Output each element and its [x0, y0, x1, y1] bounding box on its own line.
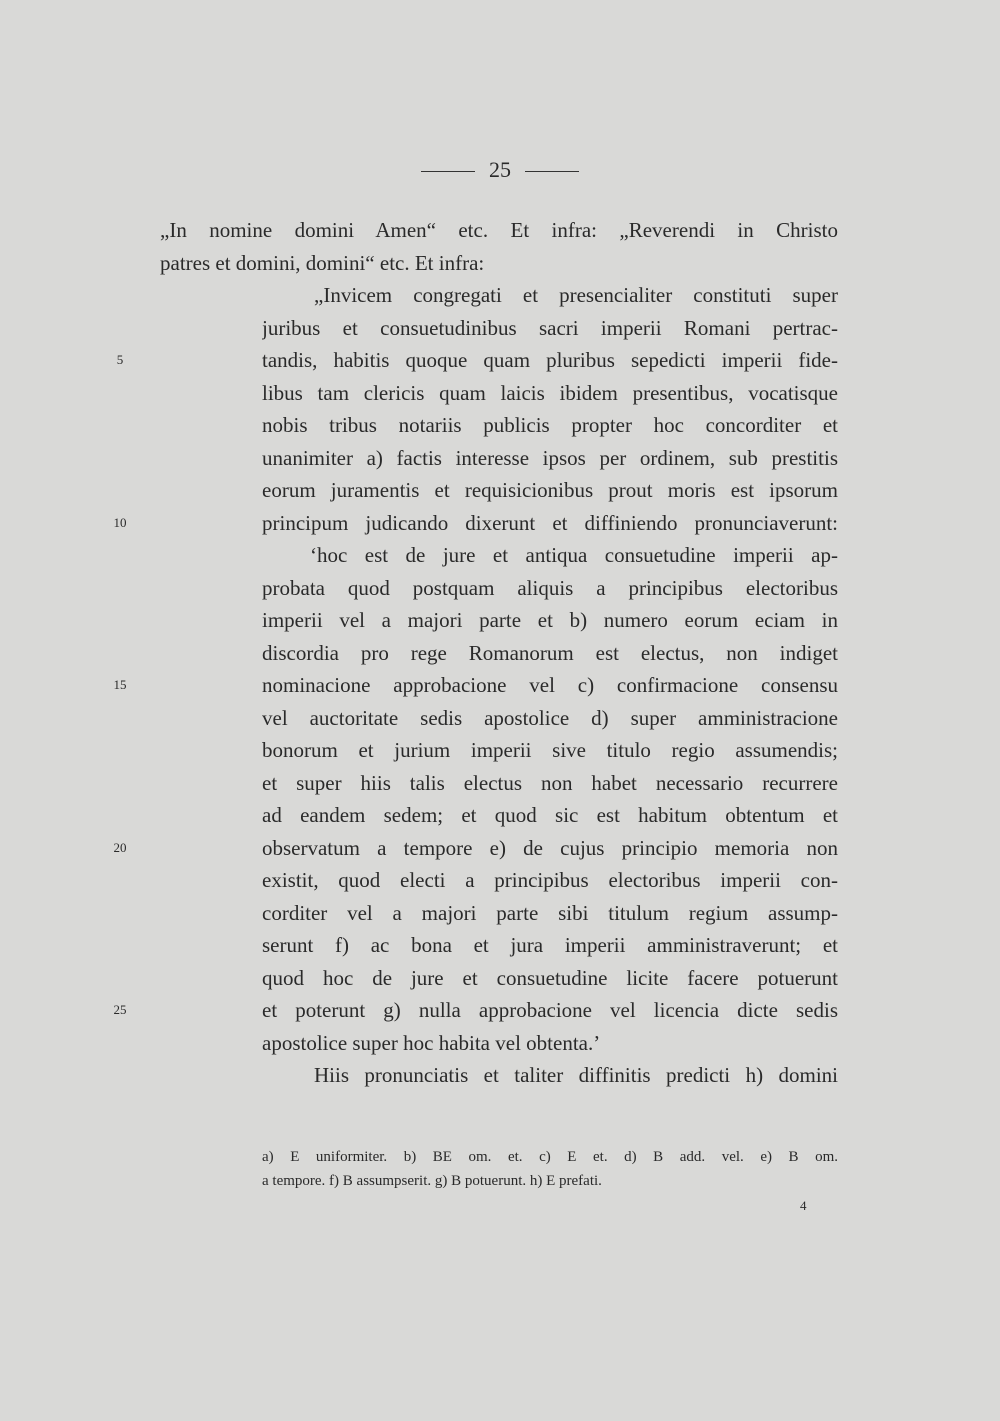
- header-rule-left: [421, 171, 475, 172]
- text-line: „In nomine domini Amen“ etc. Et infra: „Reverendi in Christo: [160, 218, 838, 242]
- text-line: observatum a tempore e) de cujus principio memoria non: [262, 835, 838, 860]
- text-line: juribus et consuetudinibus sacri imperii Romani pertrac-: [262, 315, 838, 340]
- text-line: unanimiter a) factis interesse ipsos per ordinem, sub prestitis: [262, 445, 838, 470]
- text-line: „Invicem congregati et presencialiter constituti super: [314, 283, 838, 307]
- text-line: discordia pro rege Romanorum est electus, non indiget: [262, 640, 838, 665]
- text-line: patres et domini, domini“ etc. Et infra:: [160, 250, 485, 275]
- text-line: probata quod postquam aliquis a principibus electoribus: [262, 575, 838, 600]
- text-line: et poterunt g) nulla approbacione vel licencia dicte sedis: [262, 998, 838, 1022]
- text-line: apostolice super hoc habita vel obtenta.’: [262, 1030, 601, 1055]
- text-line: nobis tribus notariis publicis propter hoc concorditer et: [262, 413, 838, 437]
- text-line: libus tam clericis quam laicis ibidem presentibus, vocatisque: [262, 380, 838, 405]
- footnote-line: a) E uniformiter. b) BE om. et. c) E et. d) B add. vel. e) B om.: [262, 1149, 838, 1165]
- text-line: bonorum et jurium imperii sive titulo regio assumendis;: [262, 738, 838, 762]
- text-line: serunt f) ac bona et jura imperii amministraverunt; et: [262, 933, 838, 957]
- line-number: 20: [113, 839, 127, 855]
- line-number: 5: [116, 352, 124, 367]
- text-line: nominacione approbacione vel c) confirmacione consensu: [262, 673, 838, 697]
- text-line: corditer vel a majori parte sibi titulum regium assump-: [262, 900, 838, 925]
- text-line: quod hoc de jure et consuetudine licite facere potuerunt: [262, 965, 838, 990]
- text-line: imperii vel a majori parte et b) numero eorum eciam in: [262, 608, 838, 632]
- text-line: tandis, habitis quoque quam pluribus sepedicti imperii fide-: [262, 348, 838, 372]
- footnote-line: a tempore. f) B assumpserit. g) B potuerunt. h) E prefati.: [262, 1173, 602, 1189]
- page-header: [0, 154, 1000, 186]
- line-number: 10: [113, 514, 127, 530]
- header-rule-right: [525, 171, 579, 172]
- line-number: 15: [113, 677, 127, 692]
- text-line: ad eandem sedem; et quod sic est habitum obtentum et: [262, 803, 838, 827]
- text-line: principum judicando dixerunt et diffiniendo pronunciaverunt:: [262, 510, 838, 535]
- text-line: existit, quod electi a principibus electoribus imperii con-: [262, 868, 838, 892]
- line-number: 25: [113, 1002, 127, 1017]
- text-line: Hiis pronunciatis et taliter diffinitis predicti h) domini: [314, 1063, 838, 1087]
- text-line: et super hiis talis electus non habet necessario recurrere: [262, 770, 838, 795]
- signature-mark: 4: [800, 1198, 807, 1213]
- text-line: eorum juramentis et requisicionibus prout moris est ipsorum: [262, 478, 838, 502]
- text-line: vel auctoritate sedis apostolice d) super amministracione: [262, 705, 838, 730]
- text-line: ‘hoc est de jure et antiqua consuetudine imperii ap-: [310, 543, 838, 567]
- page-number: 25: [489, 157, 511, 182]
